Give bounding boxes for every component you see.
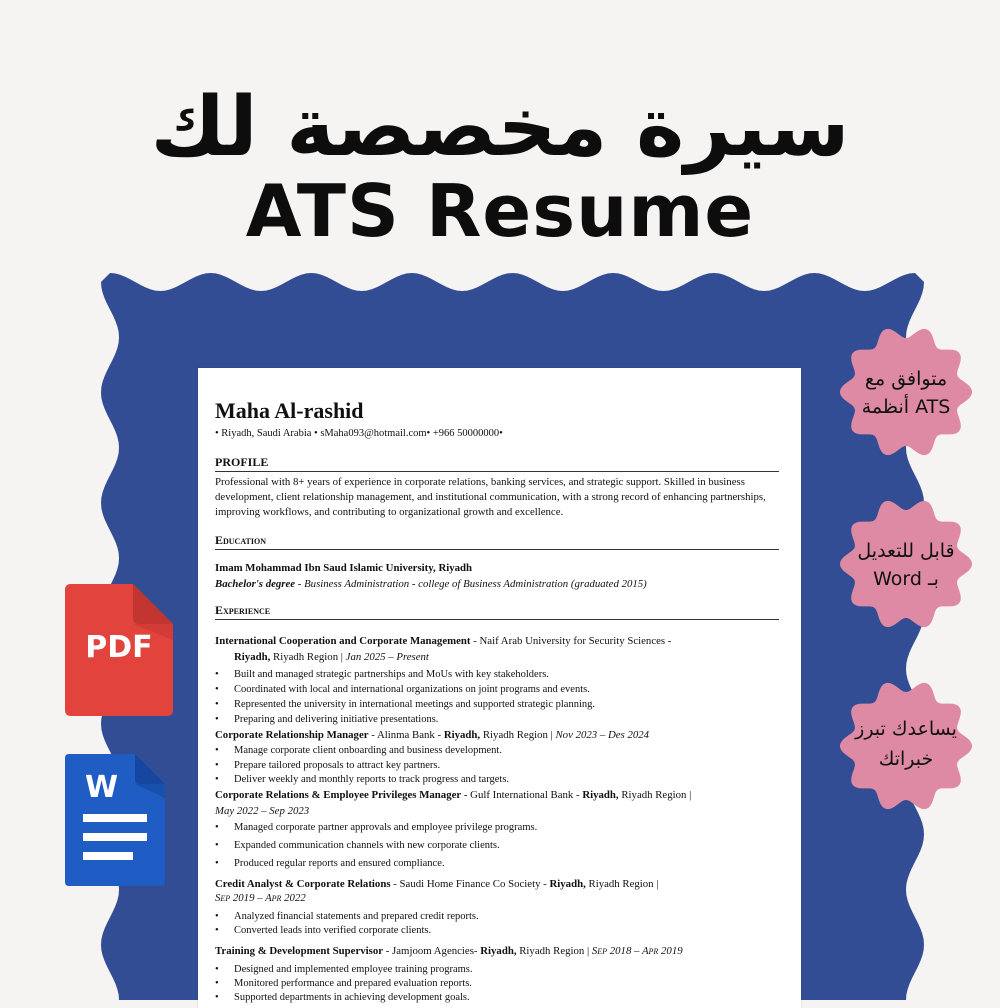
scalloped-badge-shape xyxy=(836,322,976,462)
resume-name: Maha Al-rashid xyxy=(215,398,364,423)
education-heading: Education xyxy=(215,533,779,550)
resume-contact: • Riyadh, Saudi Arabia • sMaha093@hotmail.com• +966 50000000• xyxy=(215,428,503,439)
job-bullet: • Prepare tailored proposals to attract key partners. xyxy=(215,759,440,773)
job-city: Riyadh, xyxy=(480,945,517,957)
job-region: Riyadh Region | xyxy=(618,789,692,801)
scalloped-badge-shape xyxy=(836,494,976,634)
headline-arabic: سيرة مخصصة لك xyxy=(150,80,850,175)
profile-heading: PROFILE xyxy=(215,455,779,472)
pdf-file-icon xyxy=(65,584,173,716)
job-dates xyxy=(215,891,785,905)
job-bullet: • Expanded communication channels with new corporate clients. xyxy=(215,839,500,853)
job-date-start: May 2022 – xyxy=(215,805,270,817)
job-bullet: • Designed and implemented employee training programs. xyxy=(215,963,473,977)
job-org: - Saudi Home Finance Co Society - xyxy=(390,878,550,890)
job-bullet: • Preparing and delivering initiative presentations. xyxy=(215,713,438,727)
job-date-end: Sep 2023 xyxy=(269,805,310,817)
word-letter: W xyxy=(85,770,119,805)
job-bullet: • Deliver weekly and monthly reports to track progress and targets. xyxy=(215,773,509,787)
profile-text: Professional with 8+ years of experience in corporate relations, banking services, and strategic support. Skilled in business development, client relationship management, and institutional communication, with a strong record of enhancing partnerships, improving workflows, and contributing to organizational growth and excellence. xyxy=(215,476,766,518)
education-degree: Bachelor's degree xyxy=(215,578,296,590)
job-city: Riyadh, xyxy=(582,789,619,801)
job-date-start: Nov 2023 – xyxy=(555,729,608,741)
education-school: Imam Mohammad Ibn Saud Islamic University, Riyadh xyxy=(215,562,473,574)
job-title: Training & Development Supervisor xyxy=(215,945,384,957)
badge-word-editable xyxy=(836,494,976,634)
job-date-end: Apr 2019 xyxy=(641,945,683,957)
badge-line1: قابل للتعديل xyxy=(857,540,955,562)
job-title: Credit Analyst & Corporate Relations xyxy=(215,878,391,890)
badge-line1: يساعدك تبرز xyxy=(855,718,957,740)
job-org: - Jamjoom Agencies- xyxy=(383,945,481,957)
job-bullet: • Supported departments in achieving development goals. xyxy=(215,991,470,1005)
job-date-start: Jan 2025 – xyxy=(345,651,397,663)
job-region: Riyadh Region | xyxy=(270,651,346,663)
job-org: - Naif Arab University for Security Sciences - xyxy=(470,635,672,647)
badge-highlight-experience xyxy=(836,676,976,816)
job-header xyxy=(215,788,785,802)
education-detail: - Business Administration - college of Business Administration (graduated 2015) xyxy=(295,578,647,590)
job-region: Riyadh Region | xyxy=(585,878,659,890)
job-title: Corporate Relations & Employee Privileges Manager xyxy=(215,789,462,801)
job-bullet: • Coordinated with local and international organizations on joint programs and events. xyxy=(215,683,590,697)
job-header xyxy=(215,634,785,648)
job-bullet: • Produced regular reports and ensured compliance. xyxy=(215,857,445,871)
job-bullet: • Built and managed strategic partnerships and MoUs with key stakeholders. xyxy=(215,668,549,682)
badge-ats-compatible xyxy=(836,322,976,462)
job-region: Riyadh Region | xyxy=(480,729,556,741)
badge-line2: ATS أنظمة xyxy=(861,396,951,418)
word-file-icon xyxy=(65,754,165,886)
job-header xyxy=(215,877,785,891)
job-bullet: • Converted leads into verified corporate clients. xyxy=(215,924,431,938)
job-bullet: • Managed corporate partner approvals and employee privilege programs. xyxy=(215,821,537,835)
job-org: - Gulf International Bank - xyxy=(461,789,583,801)
job-title: Corporate Relationship Manager xyxy=(215,729,369,741)
badge-line2: خبراتك xyxy=(878,748,934,770)
badge-line1: متوافق مع xyxy=(864,368,948,390)
job-date-end: Des 2024 xyxy=(607,729,650,741)
job-dates xyxy=(215,804,785,818)
job-bullet: • Monitored performance and prepared evaluation reports. xyxy=(215,977,472,991)
job-location xyxy=(215,650,801,664)
badge-line2: بـ Word xyxy=(873,568,939,590)
experience-heading: Experience xyxy=(215,603,779,620)
job-city: Riyadh, xyxy=(234,651,271,663)
pdf-label: PDF xyxy=(85,630,153,665)
job-date-end: Apr 2022 xyxy=(265,892,306,904)
job-region: Riyadh Region | xyxy=(516,945,592,957)
job-bullet: • Analyzed financial statements and prepared credit reports. xyxy=(215,910,479,924)
job-title: International Cooperation and Corporate Management xyxy=(215,635,471,647)
job-header xyxy=(215,944,785,958)
job-org: - Alinma Bank - xyxy=(368,729,444,741)
headline-english: ATS Resume xyxy=(245,169,755,253)
job-date-start: Sep 2019 – xyxy=(215,892,266,904)
job-city: Riyadh, xyxy=(443,729,481,741)
job-city: Riyadh, xyxy=(549,878,586,890)
job-header xyxy=(215,728,785,742)
resume-document xyxy=(198,368,801,1008)
job-date-start: Sep 2018 – xyxy=(591,945,642,957)
job-bullet: • Manage corporate client onboarding and business development. xyxy=(215,744,502,758)
job-date-end: Present xyxy=(396,651,429,663)
job-bullet: • Represented the university in international meetings and supported strategic planning. xyxy=(215,698,595,712)
education-degree-line xyxy=(215,577,785,591)
